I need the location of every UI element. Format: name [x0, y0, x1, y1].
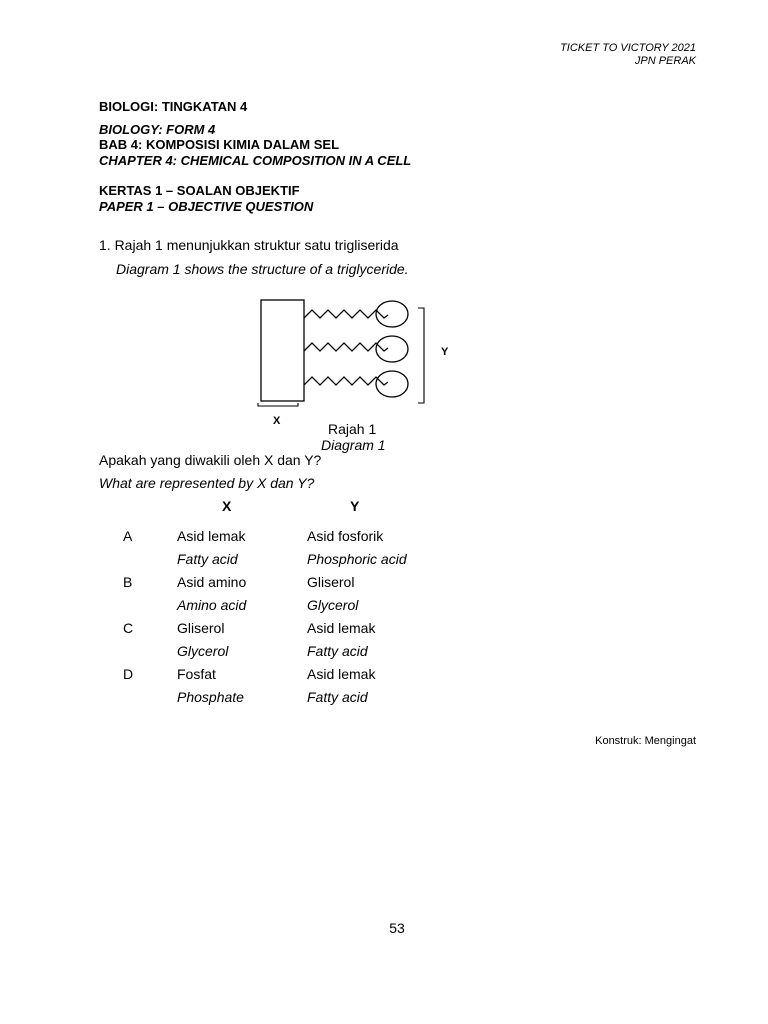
- option-y-ms: Asid lemak: [307, 666, 376, 682]
- question-ask-en: What are represented by X dan Y?: [99, 475, 315, 491]
- head-circle-3: [376, 371, 408, 397]
- header-line-2: JPN PERAK: [634, 55, 696, 67]
- option-letter: B: [123, 574, 133, 590]
- option-x-en: Amino acid: [177, 597, 247, 613]
- chapter-title-en: CHAPTER 4: CHEMICAL COMPOSITION IN A CELL: [99, 153, 412, 168]
- column-header-x: X: [222, 498, 232, 514]
- option-b-row: [0, 574, 768, 597]
- head-circle-2: [376, 336, 408, 362]
- bracket-y: [418, 308, 424, 403]
- option-a-row: [0, 528, 768, 551]
- option-c-row-en: [0, 643, 768, 666]
- option-y-en: Glycerol: [307, 597, 359, 613]
- option-x-en: Glycerol: [177, 643, 229, 659]
- option-y-en: Fatty acid: [307, 643, 368, 659]
- option-d-row: [0, 666, 768, 689]
- diagram-caption-ms: Rajah 1: [328, 421, 377, 437]
- subject-title-ms: BIOLOGI: TINGKATAN 4: [99, 99, 248, 114]
- bracket-x: [258, 403, 298, 406]
- triglyceride-diagram: [250, 293, 470, 433]
- page-number: 53: [389, 920, 405, 936]
- option-x-en: Phosphate: [177, 689, 244, 705]
- option-d-row-en: [0, 689, 768, 712]
- diagram-caption-en: Diagram 1: [321, 437, 386, 453]
- option-a-row-en: [0, 551, 768, 574]
- option-x-ms: Asid lemak: [177, 528, 246, 544]
- subject-title-en: BIOLOGY: FORM 4: [99, 122, 216, 137]
- option-letter: C: [123, 620, 134, 636]
- question-ask-ms: Apakah yang diwakili oleh X dan Y?: [99, 452, 322, 468]
- option-x-ms: Fosfat: [177, 666, 216, 682]
- option-y-ms: Gliserol: [307, 574, 355, 590]
- paper-title-ms: KERTAS 1 – SOALAN OBJEKTIF: [99, 183, 300, 198]
- option-x-ms: Gliserol: [177, 620, 225, 636]
- chapter-title-ms: BAB 4: KOMPOSISI KIMIA DALAM SEL: [99, 137, 340, 152]
- option-b-row-en: [0, 597, 768, 620]
- column-header-y: Y: [350, 498, 360, 514]
- paper-title-en: PAPER 1 – OBJECTIVE QUESTION: [99, 199, 314, 214]
- header-line-1: TICKET TO VICTORY 2021: [560, 42, 696, 54]
- option-y-ms: Asid fosforik: [307, 528, 384, 544]
- option-x-en: Fatty acid: [177, 551, 238, 567]
- option-c-row: [0, 620, 768, 643]
- glycerol-block: [261, 300, 304, 401]
- question-stem-ms: 1. Rajah 1 menunjukkan struktur satu trigliserida: [99, 237, 399, 253]
- option-x-ms: Asid amino: [177, 574, 247, 590]
- option-y-en: Phosphoric acid: [307, 551, 407, 567]
- option-y-en: Fatty acid: [307, 689, 368, 705]
- label-y: Y: [441, 346, 449, 358]
- label-x: X: [273, 415, 281, 427]
- construct-label: Konstruk: Mengingat: [595, 735, 696, 747]
- option-letter: D: [123, 666, 134, 682]
- option-letter: A: [123, 528, 133, 544]
- option-y-ms: Asid lemak: [307, 620, 376, 636]
- question-stem-en: Diagram 1 shows the structure of a triglyceride.: [116, 261, 409, 277]
